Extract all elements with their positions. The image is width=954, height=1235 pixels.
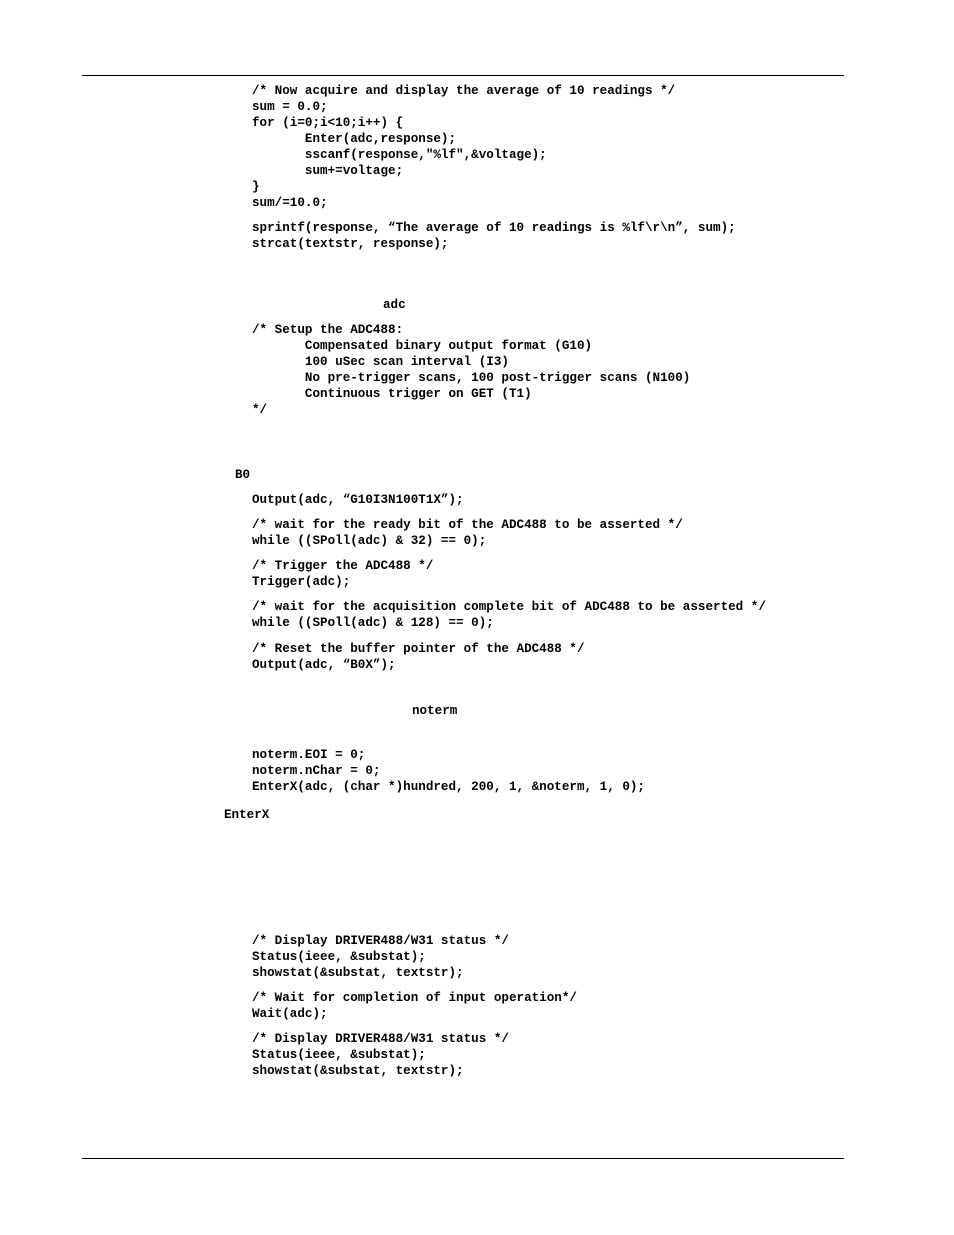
code-block — [252, 322, 690, 418]
code-line: Enter(adc,response); — [252, 132, 457, 146]
code-block — [252, 558, 433, 590]
code-block — [252, 83, 675, 211]
code-block — [252, 1031, 509, 1079]
code-line: sum = 0.0; — [252, 100, 328, 114]
code-line: /* Trigger the ADC488 */ — [252, 559, 434, 573]
code-line: while ((SPoll(adc) & 128) == 0); — [252, 616, 494, 630]
code-line: */ — [252, 403, 268, 417]
code-line: sscanf(response,"%lf",&voltage); — [252, 148, 547, 162]
code-line: while ((SPoll(adc) & 32) == 0); — [252, 534, 487, 548]
code-line: 100 uSec scan interval (I3) — [252, 355, 509, 369]
code-line: Compensated binary output format (G10) — [252, 339, 593, 353]
code-block — [252, 492, 464, 508]
code-line: showstat(&substat, textstr); — [252, 966, 464, 980]
code-line: sprintf(response, “The average of 10 readings is %lf\r\n”, sum); — [252, 221, 736, 235]
inline-code-fragment: adc — [383, 298, 406, 312]
inline-code-fragment: B0 — [235, 468, 251, 482]
code-line: /* Display DRIVER488/W31 status */ — [252, 934, 509, 948]
code-block — [252, 220, 736, 252]
code-line: /* wait for the ready bit of the ADC488 to be asserted */ — [252, 518, 683, 532]
code-block — [252, 517, 683, 549]
code-line: /* Setup the ADC488: — [252, 323, 404, 337]
code-block — [252, 933, 509, 981]
code-line: Output(adc, “G10I3N100T1X”); — [252, 493, 464, 507]
code-line: /* Wait for completion of input operation*/ — [252, 991, 577, 1005]
code-line: noterm.nChar = 0; — [252, 764, 381, 778]
code-line: /* wait for the acquisition complete bit of ADC488 to be asserted */ — [252, 600, 766, 614]
code-line: Output(adc, “B0X”); — [252, 658, 396, 672]
code-line: Status(ieee, &substat); — [252, 950, 426, 964]
footer-rule — [82, 1158, 844, 1159]
code-line: Status(ieee, &substat); — [252, 1048, 426, 1062]
header-rule — [82, 75, 844, 76]
code-line: for (i=0;i<10;i++) { — [252, 116, 404, 130]
inline-code-fragment: noterm — [412, 704, 458, 718]
code-line: sum/=10.0; — [252, 196, 328, 210]
code-line: EnterX(adc, (char *)hundred, 200, 1, &noterm, 1, 0); — [252, 780, 645, 794]
code-block — [252, 599, 766, 631]
code-line: Trigger(adc); — [252, 575, 351, 589]
code-line: No pre-trigger scans, 100 post-trigger scans (N100) — [252, 371, 691, 385]
code-block — [252, 641, 585, 673]
code-block — [252, 990, 577, 1022]
code-line: Wait(adc); — [252, 1007, 328, 1021]
code-line: /* Display DRIVER488/W31 status */ — [252, 1032, 509, 1046]
code-line: strcat(textstr, response); — [252, 237, 449, 251]
code-line: } — [252, 180, 260, 194]
code-block — [252, 747, 645, 795]
code-line: /* Now acquire and display the average of 10 readings */ — [252, 84, 676, 98]
code-line: sum+=voltage; — [252, 164, 404, 178]
code-line: showstat(&substat, textstr); — [252, 1064, 464, 1078]
inline-code-fragment: EnterX — [224, 808, 270, 822]
code-line: Continuous trigger on GET (T1) — [252, 387, 532, 401]
code-line: /* Reset the buffer pointer of the ADC488 */ — [252, 642, 585, 656]
code-line: noterm.EOI = 0; — [252, 748, 366, 762]
